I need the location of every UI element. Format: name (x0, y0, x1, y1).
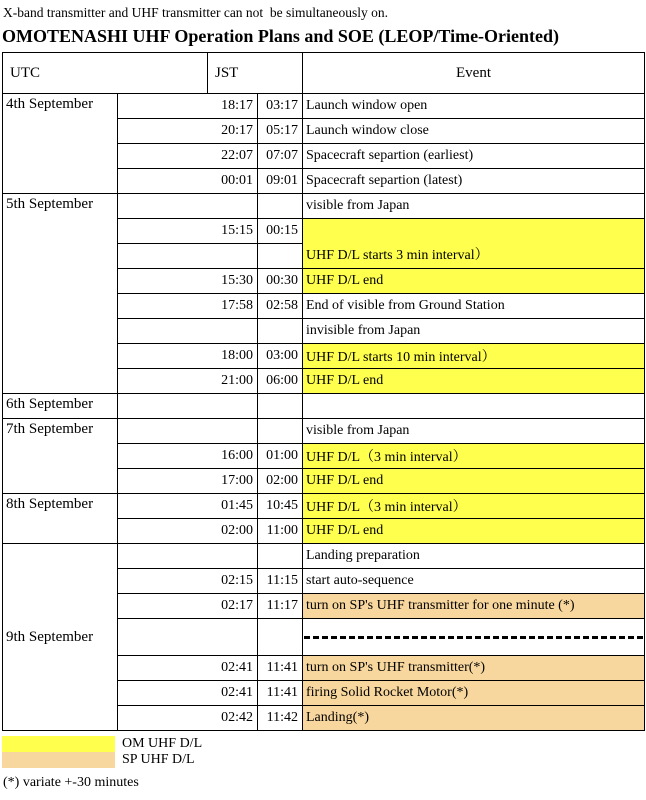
date-cell: 7th September (3, 419, 118, 494)
jst-cell: 11:17 (258, 594, 303, 619)
jst-cell (258, 419, 303, 444)
event-cell: Launch window open (303, 94, 645, 119)
jst-cell (258, 394, 303, 419)
jst-cell (258, 544, 303, 569)
jst-cell (258, 194, 303, 219)
utc-cell: 18:17 (118, 94, 258, 119)
dashed-divider-line (304, 636, 643, 639)
event-cell: Landing preparation (303, 544, 645, 569)
utc-cell: 15:15 (118, 219, 258, 244)
utc-cell: 17:00 (118, 469, 258, 494)
legend-label-sp: SP UHF D/L (122, 752, 195, 767)
jst-cell: 02:00 (258, 469, 303, 494)
event-cell-om-highlight: UHF D/L end (303, 369, 645, 394)
jst-cell: 06:00 (258, 369, 303, 394)
jst-cell: 11:41 (258, 681, 303, 706)
jst-cell: 09:01 (258, 169, 303, 194)
om-color-swatch (2, 736, 115, 752)
utc-cell: 01:45 (118, 494, 258, 519)
date-cell: 6th September (3, 394, 118, 419)
date-cell: 9th September (3, 544, 118, 731)
utc-cell (118, 394, 258, 419)
utc-cell: 02:00 (118, 519, 258, 544)
event-cell-om-highlight: UHF D/L end (303, 269, 645, 294)
event-cell: invisible from Japan (303, 319, 645, 344)
jst-cell: 03:17 (258, 94, 303, 119)
soe-table (2, 52, 645, 731)
utc-cell: 00:01 (118, 169, 258, 194)
utc-cell: 18:00 (118, 344, 258, 369)
jst-cell: 11:41 (258, 656, 303, 681)
event-cell-sp-highlight: turn on SP's UHF transmitter(*) (303, 656, 645, 681)
jst-cell: 01:00 (258, 444, 303, 469)
utc-cell (118, 619, 258, 656)
utc-cell: 17:58 (118, 294, 258, 319)
utc-cell: 21:00 (118, 369, 258, 394)
event-cell: Launch window close (303, 119, 645, 144)
jst-cell: 02:58 (258, 294, 303, 319)
event-cell-sp-highlight: Landing(*) (303, 706, 645, 731)
utc-cell: 16:00 (118, 444, 258, 469)
col-header-jst: JST (208, 53, 303, 94)
utc-cell: 20:17 (118, 119, 258, 144)
table-row (3, 494, 645, 519)
event-cell-sp-highlight: firing Solid Rocket Motor(*) (303, 681, 645, 706)
event-cell: visible from Japan (303, 419, 645, 444)
utc-cell: 02:15 (118, 569, 258, 594)
page-title: OMOTENASHI UHF Operation Plans and SOE (LEOP/Time-Oriented) (2, 26, 560, 46)
date-cell: 4th September (3, 94, 118, 194)
utc-cell: 15:30 (118, 269, 258, 294)
utc-cell (118, 419, 258, 444)
event-cell-divider (303, 619, 645, 656)
event-cell: End of visible from Ground Station (303, 294, 645, 319)
date-cell: 5th September (3, 194, 118, 394)
jst-cell: 03:00 (258, 344, 303, 369)
jst-cell: 11:15 (258, 569, 303, 594)
table-header-row (3, 53, 645, 94)
event-cell-om-highlight: UHF D/L（3 min interval） (303, 494, 645, 519)
jst-cell: 10:45 (258, 494, 303, 519)
utc-cell: 22:07 (118, 144, 258, 169)
top-note: X-band transmitter and UHF transmitter can not be simultaneously on. (3, 5, 389, 20)
event-cell-om-highlight: UHF D/L starts 3 min interval） (303, 219, 645, 269)
jst-cell: 00:15 (258, 219, 303, 244)
utc-cell (118, 244, 258, 269)
utc-cell (118, 194, 258, 219)
event-cell: visible from Japan (303, 194, 645, 219)
table-row (3, 194, 645, 219)
col-header-utc: UTC (3, 53, 208, 94)
legend-item-sp (2, 752, 646, 768)
event-cell-om-highlight: UHF D/L（3 min interval） (303, 444, 645, 469)
utc-cell: 02:41 (118, 656, 258, 681)
col-header-event: Event (303, 53, 645, 94)
event-cell-om-highlight: UHF D/L starts 10 min interval） (303, 344, 645, 369)
event-cell (303, 394, 645, 419)
utc-cell: 02:41 (118, 681, 258, 706)
jst-cell (258, 619, 303, 656)
event-cell-om-highlight: UHF D/L end (303, 469, 645, 494)
jst-cell: 11:00 (258, 519, 303, 544)
utc-cell: 02:17 (118, 594, 258, 619)
event-cell: start auto-sequence (303, 569, 645, 594)
event-cell: Spacecraft separtion (latest) (303, 169, 645, 194)
jst-cell: 07:07 (258, 144, 303, 169)
table-row (3, 394, 645, 419)
table-row (3, 94, 645, 119)
table-row (3, 419, 645, 444)
utc-cell: 02:42 (118, 706, 258, 731)
utc-cell (118, 544, 258, 569)
sp-color-swatch (2, 752, 115, 768)
utc-cell (118, 319, 258, 344)
legend-item-om (2, 736, 646, 752)
jst-cell: 11:42 (258, 706, 303, 731)
event-cell: Spacecraft separtion (earliest) (303, 144, 645, 169)
jst-cell (258, 319, 303, 344)
event-cell-sp-highlight: turn on SP's UHF transmitter for one minute (*) (303, 594, 645, 619)
event-cell-om-highlight: UHF D/L end (303, 519, 645, 544)
jst-cell (258, 244, 303, 269)
date-cell: 8th September (3, 494, 118, 544)
jst-cell: 00:30 (258, 269, 303, 294)
jst-cell: 05:17 (258, 119, 303, 144)
footnote: (*) variate +-30 minutes (3, 775, 139, 790)
table-row (3, 544, 645, 569)
legend-label-om: OM UHF D/L (122, 736, 203, 751)
legend (2, 736, 646, 768)
